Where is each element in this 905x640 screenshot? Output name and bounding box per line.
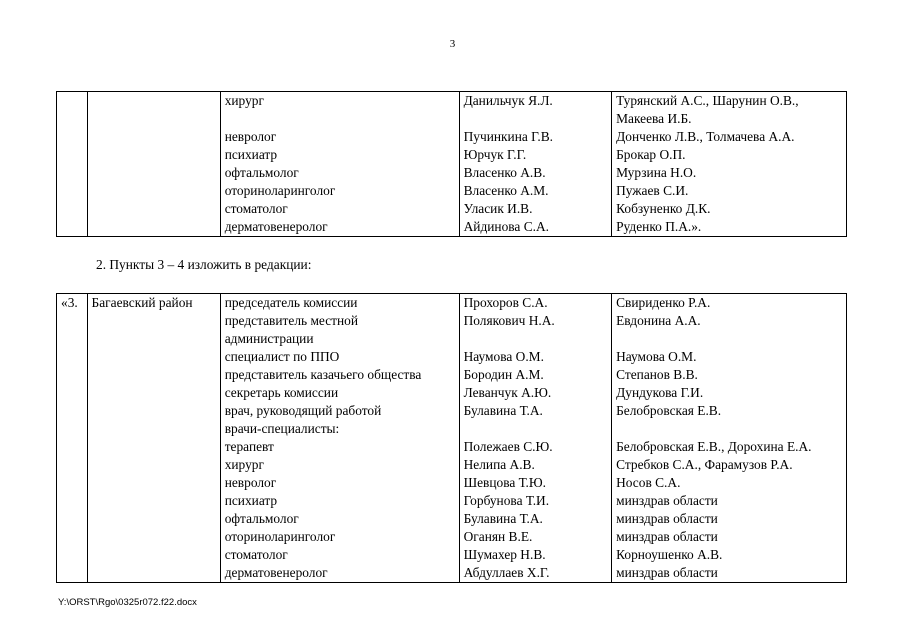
primary-member-cell: Полежаев С.Ю. xyxy=(459,438,612,456)
district-cell xyxy=(87,492,220,510)
table-row xyxy=(57,456,847,474)
reserve-member-cell: минздрав области xyxy=(612,510,847,528)
table-row xyxy=(57,528,847,546)
district-cell xyxy=(87,312,220,330)
reserve-member-cell: Мурзина Н.О. xyxy=(612,164,847,182)
row-number-cell xyxy=(57,438,88,456)
reserve-member-cell: Корноушенко А.В. xyxy=(612,546,847,564)
row-number-cell xyxy=(57,164,88,182)
district-cell xyxy=(87,348,220,366)
table-row xyxy=(57,200,847,218)
role-cell: секретарь комиссии xyxy=(220,384,459,402)
reserve-member-cell: Руденко П.А.». xyxy=(612,218,847,237)
table-row xyxy=(57,546,847,564)
table-row xyxy=(57,402,847,420)
district-cell xyxy=(87,420,220,438)
district-cell xyxy=(87,366,220,384)
primary-member-cell: Оганян В.Е. xyxy=(459,528,612,546)
district-cell xyxy=(87,218,220,237)
reserve-member-cell: Белобровская Е.В. xyxy=(612,402,847,420)
role-cell: офтальмолог xyxy=(220,510,459,528)
primary-member-cell: Айдинова С.А. xyxy=(459,218,612,237)
primary-member-cell xyxy=(459,110,612,128)
reserve-member-cell: Пужаев С.И. xyxy=(612,182,847,200)
row-number-cell xyxy=(57,456,88,474)
reserve-member-cell: Турянский А.С., Шарунин О.В., xyxy=(612,92,847,111)
commission-table-bagaevsky xyxy=(56,293,847,583)
row-number-cell xyxy=(57,146,88,164)
reserve-member-cell: Стребков С.А., Фарамузов Р.А. xyxy=(612,456,847,474)
primary-member-cell: Горбунова Т.И. xyxy=(459,492,612,510)
row-number-cell xyxy=(57,92,88,111)
district-cell xyxy=(87,456,220,474)
table-row xyxy=(57,474,847,492)
table-row xyxy=(57,294,847,313)
district-cell xyxy=(87,146,220,164)
district-cell xyxy=(87,528,220,546)
primary-member-cell: Пучинкина Г.В. xyxy=(459,128,612,146)
row-number-cell xyxy=(57,110,88,128)
reserve-member-cell: минздрав области xyxy=(612,564,847,583)
district-cell xyxy=(87,546,220,564)
district-cell xyxy=(87,564,220,583)
row-number-cell xyxy=(57,312,88,330)
role-cell: представитель казачьего общества xyxy=(220,366,459,384)
table-row xyxy=(57,92,847,111)
reserve-member-cell: Наумова О.М. xyxy=(612,348,847,366)
role-cell: хирург xyxy=(220,456,459,474)
amendment-paragraph: 2. Пункты 3 – 4 изложить в редакции: xyxy=(96,257,312,272)
reserve-member-cell: Брокар О.П. xyxy=(612,146,847,164)
row-number-cell xyxy=(57,384,88,402)
reserve-member-cell: минздрав области xyxy=(612,528,847,546)
role-cell: представитель местной xyxy=(220,312,459,330)
primary-member-cell xyxy=(459,420,612,438)
table-row xyxy=(57,182,847,200)
row-number-cell xyxy=(57,182,88,200)
district-cell xyxy=(87,330,220,348)
role-cell: невролог xyxy=(220,128,459,146)
district-cell: Багаевский район xyxy=(87,294,220,313)
row-number-cell xyxy=(57,492,88,510)
table-row xyxy=(57,420,847,438)
role-cell: психиатр xyxy=(220,492,459,510)
table-row xyxy=(57,164,847,182)
primary-member-cell: Булавина Т.А. xyxy=(459,510,612,528)
table-row xyxy=(57,384,847,402)
role-cell: офтальмолог xyxy=(220,164,459,182)
role-cell: врачи-специалисты: xyxy=(220,420,459,438)
reserve-member-cell: Кобзуненко Д.К. xyxy=(612,200,847,218)
row-number-cell xyxy=(57,510,88,528)
primary-member-cell: Власенко А.В. xyxy=(459,164,612,182)
role-cell: специалист по ППО xyxy=(220,348,459,366)
table-row xyxy=(57,366,847,384)
role-cell: терапевт xyxy=(220,438,459,456)
primary-member-cell: Данильчук Я.Л. xyxy=(459,92,612,111)
primary-member-cell: Власенко А.М. xyxy=(459,182,612,200)
role-cell: врач, руководящий работой xyxy=(220,402,459,420)
role-cell xyxy=(220,110,459,128)
row-number-cell xyxy=(57,474,88,492)
row-number-cell xyxy=(57,528,88,546)
primary-member-cell: Юрчук Г.Г. xyxy=(459,146,612,164)
role-cell: дерматовенеролог xyxy=(220,218,459,237)
primary-member-cell: Прохоров С.А. xyxy=(459,294,612,313)
district-cell xyxy=(87,438,220,456)
row-number-cell xyxy=(57,330,88,348)
primary-member-cell: Полякович Н.А. xyxy=(459,312,612,330)
reserve-member-cell: Свириденко Р.А. xyxy=(612,294,847,313)
row-number-cell xyxy=(57,218,88,237)
table-row xyxy=(57,146,847,164)
role-cell: дерматовенеролог xyxy=(220,564,459,583)
district-cell xyxy=(87,200,220,218)
primary-member-cell: Наумова О.М. xyxy=(459,348,612,366)
table-row xyxy=(57,510,847,528)
role-cell: стоматолог xyxy=(220,200,459,218)
file-path-footer: Y:\ORST\Rgo\0325r072.f22.docx xyxy=(58,597,197,608)
table-row xyxy=(57,492,847,510)
table-row xyxy=(57,110,847,128)
role-cell: психиатр xyxy=(220,146,459,164)
primary-member-cell: Шевцова Т.Ю. xyxy=(459,474,612,492)
reserve-member-cell: Белобровская Е.В., Дорохина Е.А. xyxy=(612,438,847,456)
district-cell xyxy=(87,110,220,128)
table-row xyxy=(57,330,847,348)
primary-member-cell: Шумахер Н.В. xyxy=(459,546,612,564)
primary-member-cell: Уласик И.В. xyxy=(459,200,612,218)
reserve-member-cell: Носов С.А. xyxy=(612,474,847,492)
reserve-member-cell: минздрав области xyxy=(612,492,847,510)
row-number-cell xyxy=(57,564,88,583)
district-cell xyxy=(87,128,220,146)
row-number-cell xyxy=(57,420,88,438)
district-cell xyxy=(87,474,220,492)
row-number-cell xyxy=(57,546,88,564)
commission-table-continued xyxy=(56,91,847,237)
role-cell: оториноларинголог xyxy=(220,182,459,200)
primary-member-cell: Булавина Т.А. xyxy=(459,402,612,420)
role-cell: председатель комиссии xyxy=(220,294,459,313)
role-cell: оториноларинголог xyxy=(220,528,459,546)
reserve-member-cell xyxy=(612,420,847,438)
row-number-cell: «3. xyxy=(57,294,88,313)
role-cell: администрации xyxy=(220,330,459,348)
table-row xyxy=(57,438,847,456)
reserve-member-cell: Макеева И.Б. xyxy=(612,110,847,128)
row-number-cell xyxy=(57,366,88,384)
reserve-member-cell: Степанов В.В. xyxy=(612,366,847,384)
district-cell xyxy=(87,92,220,111)
district-cell xyxy=(87,402,220,420)
role-cell: хирург xyxy=(220,92,459,111)
row-number-cell xyxy=(57,200,88,218)
page-number: 3 xyxy=(449,38,456,50)
reserve-member-cell: Дундукова Г.И. xyxy=(612,384,847,402)
row-number-cell xyxy=(57,348,88,366)
primary-member-cell: Нелипа А.В. xyxy=(459,456,612,474)
primary-member-cell: Леванчук А.Ю. xyxy=(459,384,612,402)
role-cell: невролог xyxy=(220,474,459,492)
reserve-member-cell xyxy=(612,330,847,348)
primary-member-cell xyxy=(459,330,612,348)
table-row xyxy=(57,128,847,146)
table-row xyxy=(57,312,847,330)
row-number-cell xyxy=(57,402,88,420)
district-cell xyxy=(87,164,220,182)
role-cell: стоматолог xyxy=(220,546,459,564)
primary-member-cell: Абдуллаев Х.Г. xyxy=(459,564,612,583)
reserve-member-cell: Евдонина А.А. xyxy=(612,312,847,330)
reserve-member-cell: Донченко Л.В., Толмачева А.А. xyxy=(612,128,847,146)
row-number-cell xyxy=(57,128,88,146)
district-cell xyxy=(87,510,220,528)
table-row xyxy=(57,218,847,237)
district-cell xyxy=(87,384,220,402)
district-cell xyxy=(87,182,220,200)
table-row xyxy=(57,348,847,366)
table-row xyxy=(57,564,847,583)
primary-member-cell: Бородин А.М. xyxy=(459,366,612,384)
